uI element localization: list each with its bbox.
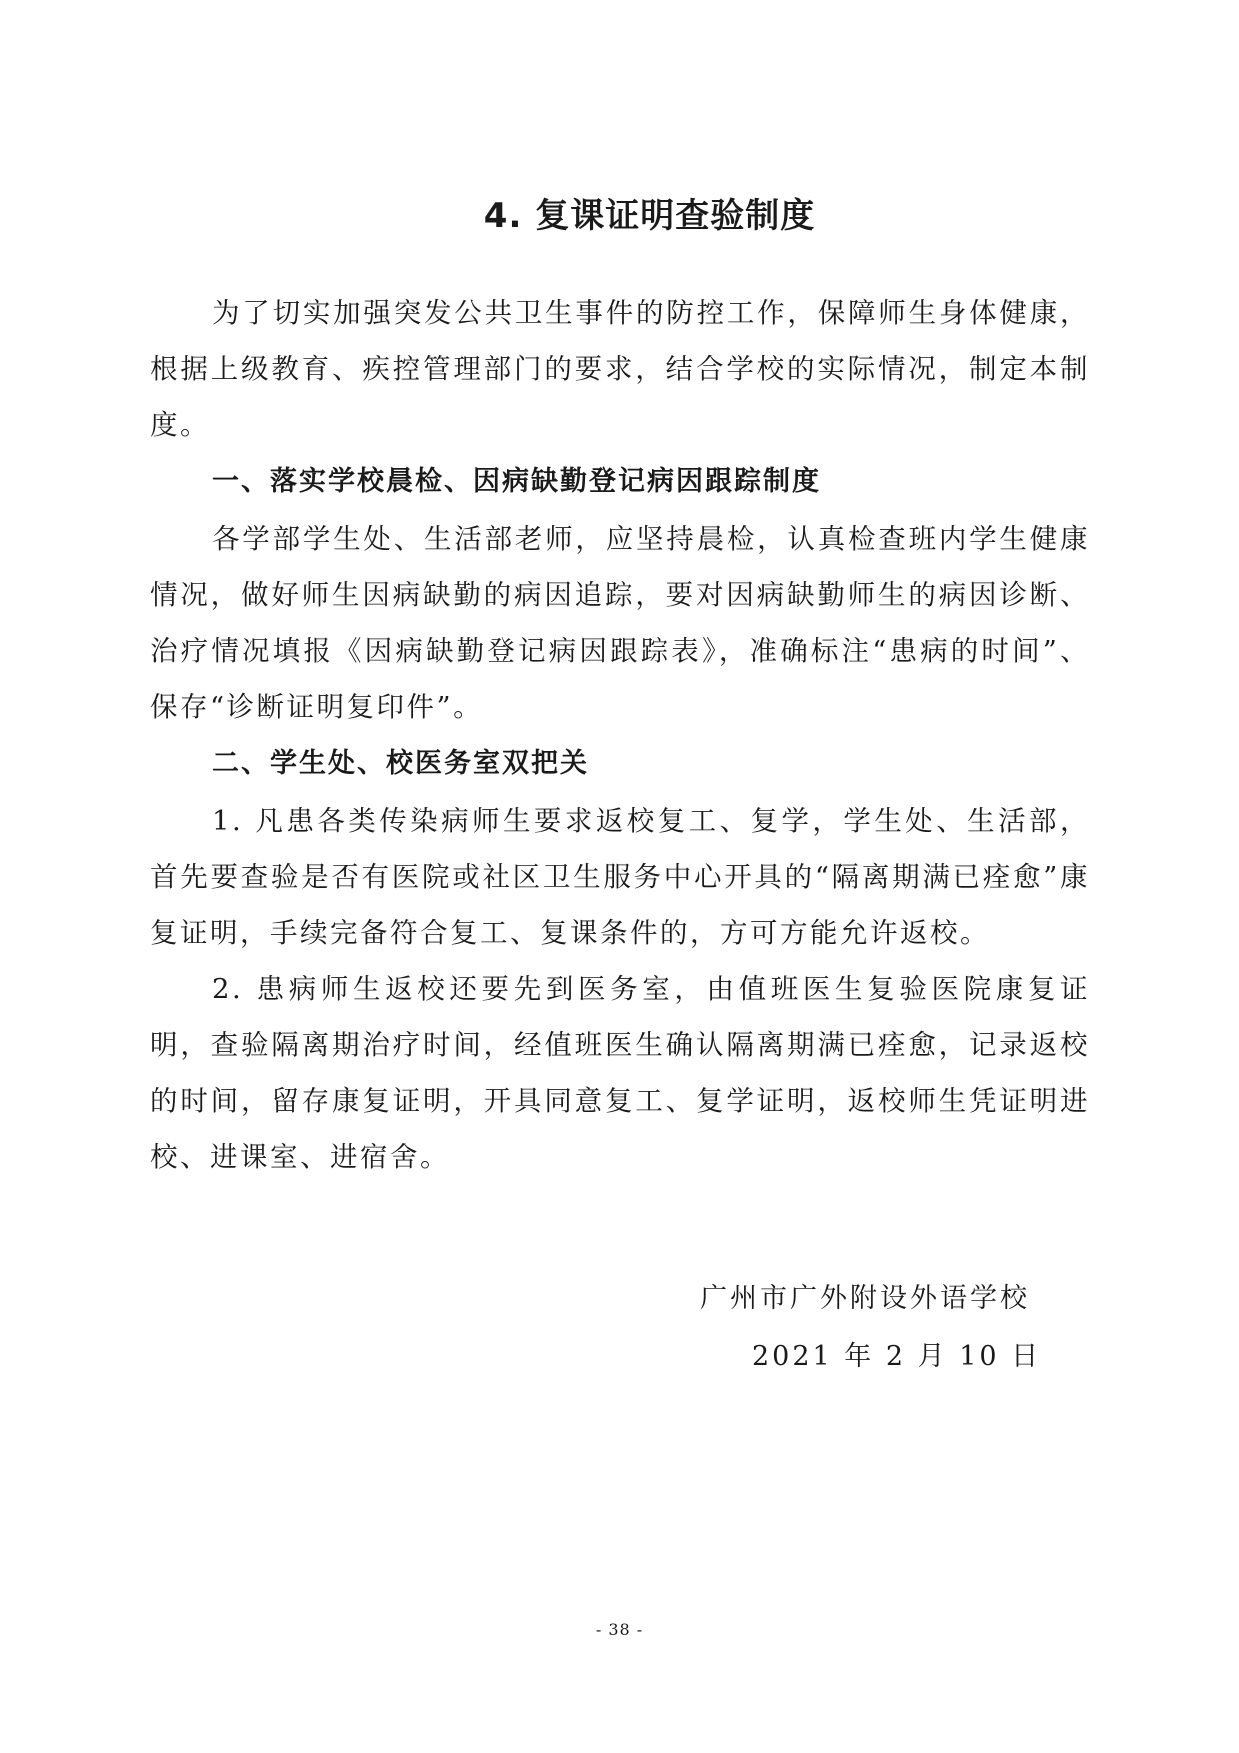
signature-date: 2021 年 2 月 10 日 (752, 1341, 1042, 1372)
document-body (150, 285, 1090, 1185)
document-title: 4. 复课证明查验制度 (483, 196, 816, 236)
page-number: - 38 - (595, 1620, 644, 1639)
section-paragraph: 2. 患病师生返校还要先到医务室，由值班医生复验医院康复证明，查验隔离期治疗时间，经值班医生确认隔离期满已痊愈，记录返校的时间，留存康复证明，开具同意复工、复学证明，返校师生凭证明进校、进课室、进宿舍。 (150, 973, 1090, 1173)
section-heading: 一、落实学校晨检、因病缺勤登记病因跟踪制度 (212, 466, 821, 497)
section-1 (150, 453, 1090, 735)
signature-organization: 广州市广外附设外语学校 (700, 1283, 1030, 1314)
section-paragraph: 各学部学生处、生活部老师，应坚持晨检，认真检查班内学生健康情况，做好师生因病缺勤的病因追踪，要对因病缺勤师生的病因诊断、治疗情况填报《因病缺勤登记病因跟踪表》，准确标注“患病的时间”、保存“诊断证明复印件”。 (150, 523, 1090, 723)
section-heading: 二、学生处、校医务室双把关 (212, 748, 589, 779)
section-paragraph: 1. 凡患各类传染病师生要求返校复工、复学，学生处、生活部，首先要查验是否有医院或社区卫生服务中心开具的“隔离期满已痊愈”康复证明，手续完备符合复工、复课条件的，方可方能允许返校。 (150, 805, 1090, 949)
intro-paragraph: 为了切实加强突发公共卫生事件的防控工作，保障师生身体健康，根据上级教育、疾控管理部门的要求，结合学校的实际情况，制定本制度。 (150, 297, 1090, 441)
signature-block (700, 1270, 1080, 1386)
section-2 (150, 735, 1090, 1185)
